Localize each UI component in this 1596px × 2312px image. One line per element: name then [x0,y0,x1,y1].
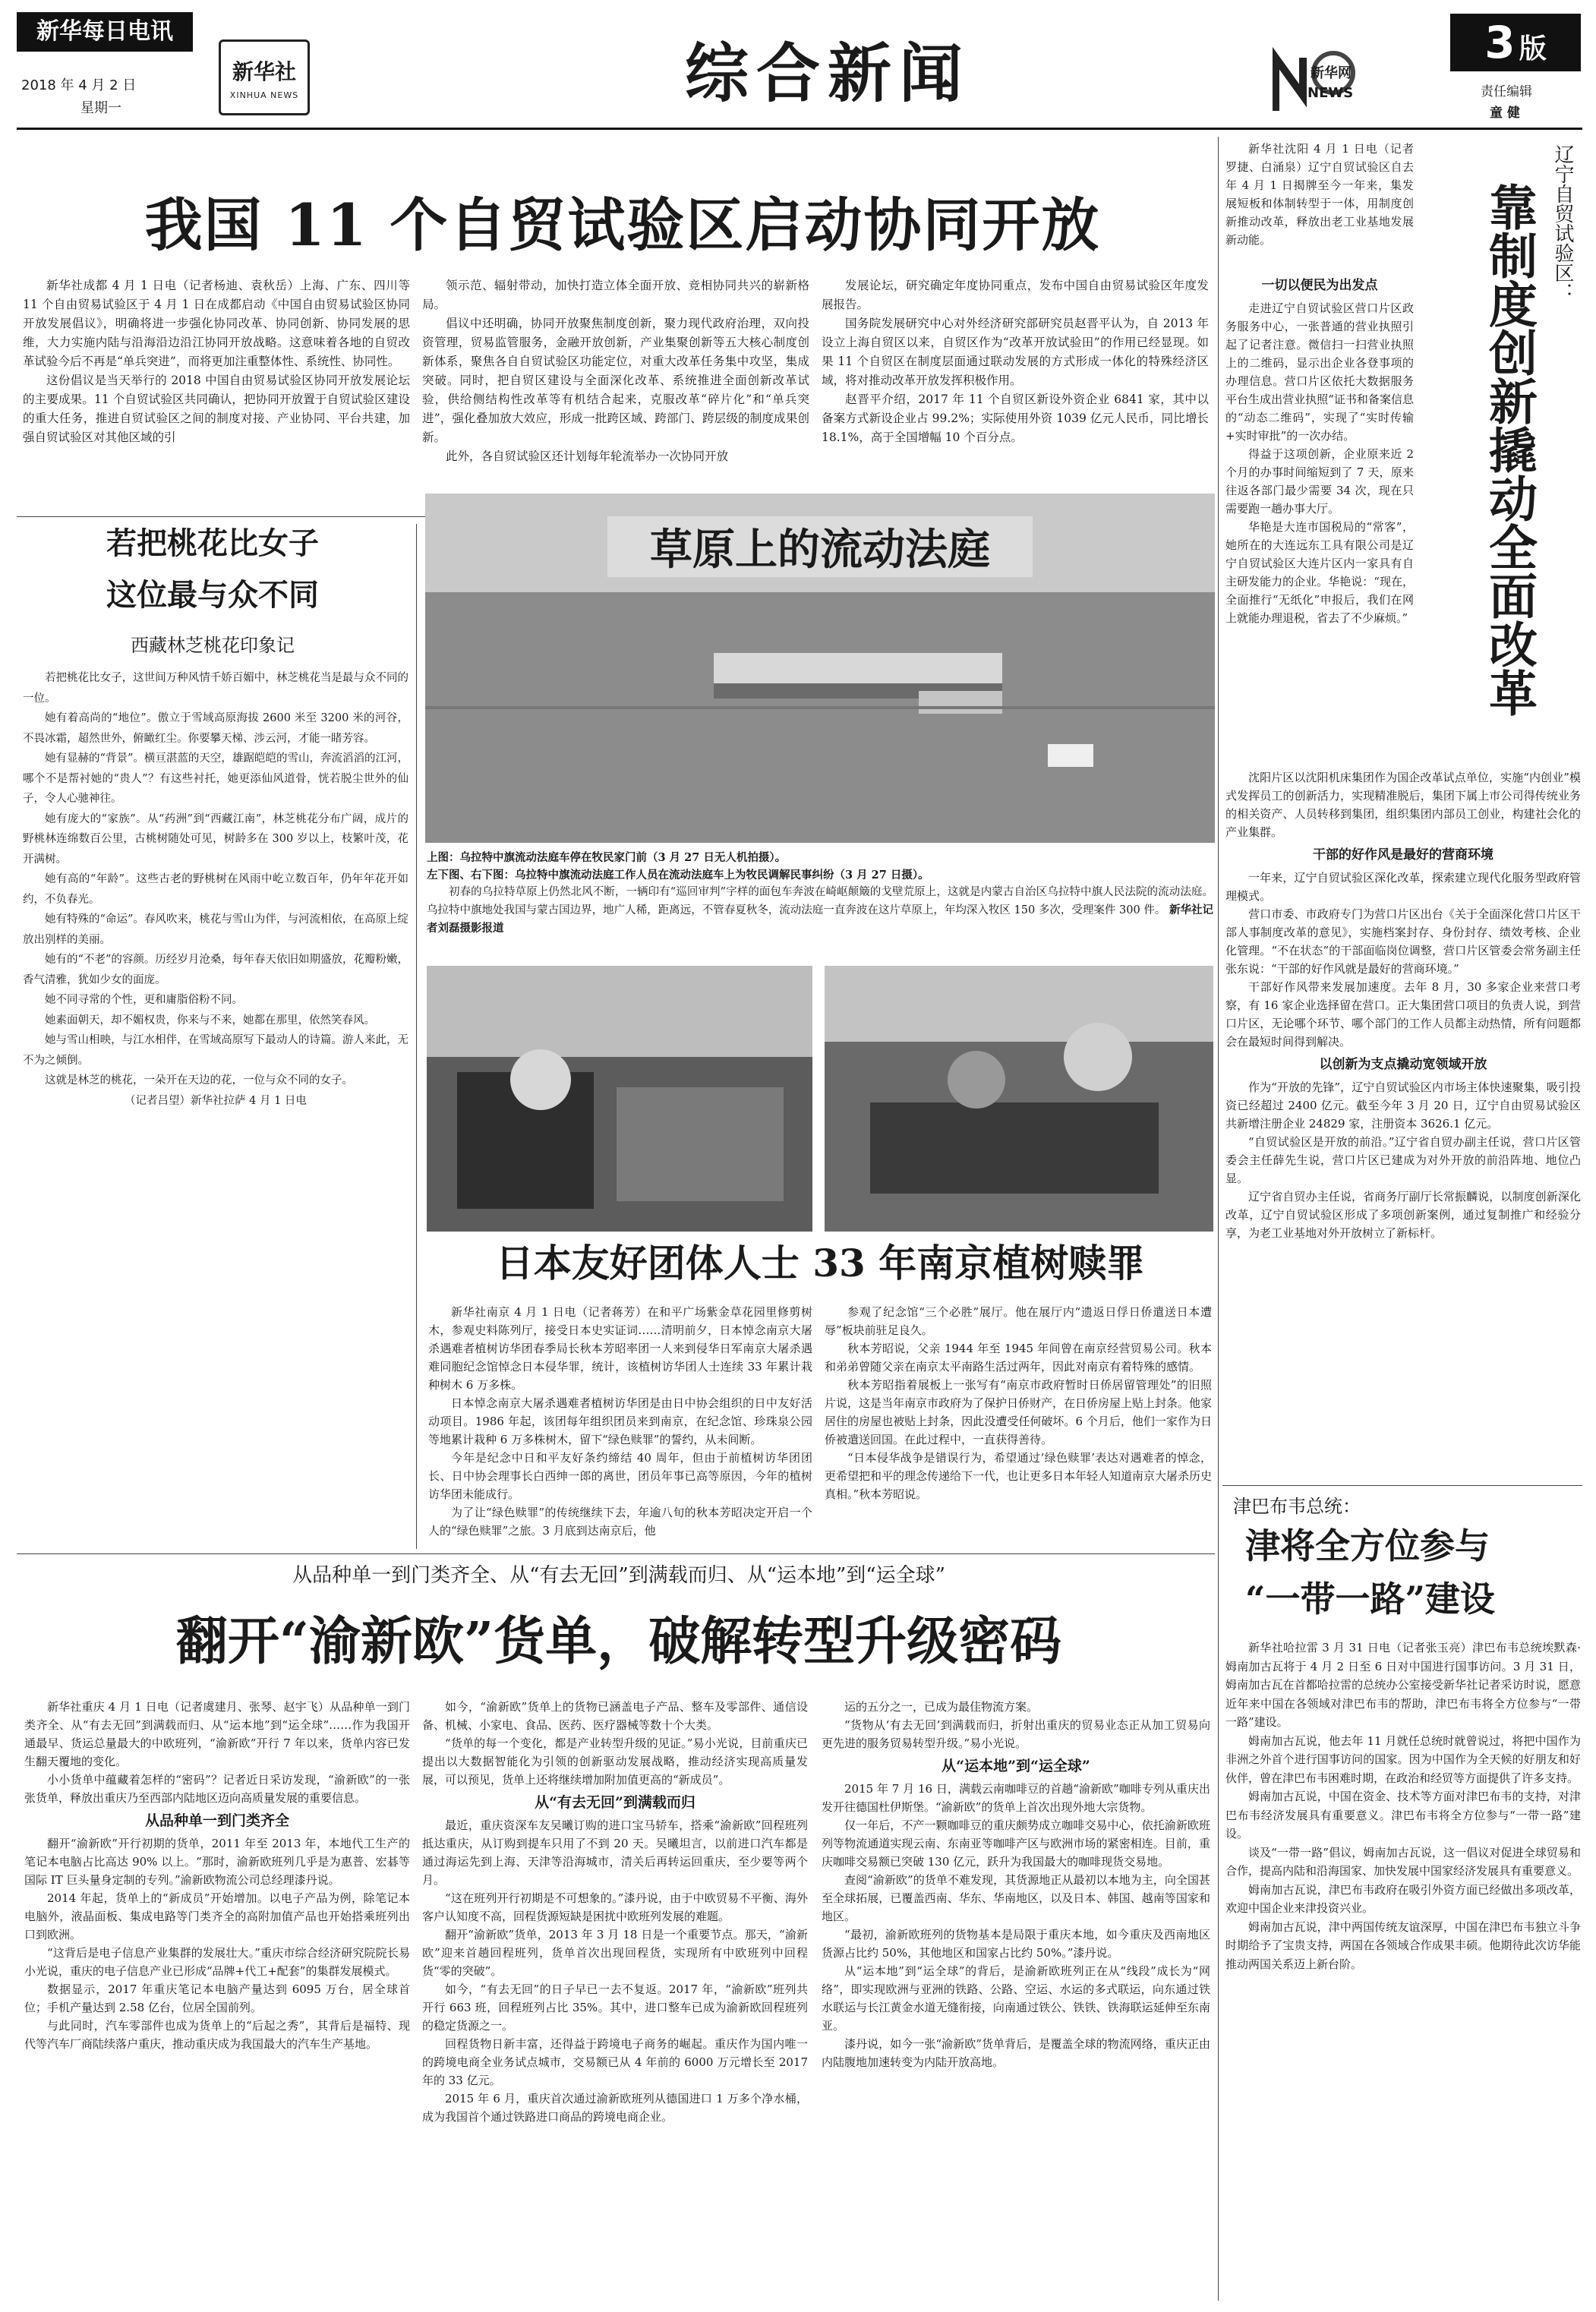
caption-bottom: 左下图、右下图：乌拉特中旗流动法庭工作人员在流动法庭车上为牧民调解民事纠纷（3 月 27 日摄）。 [427,869,929,882]
peach-para: 她有的“不老”的容颜。历经岁月沧桑，每年春天依旧如期盛放，花瓣粉嫩，香气清雅，犹如少女的面庞。 [23,954,408,986]
peach-title-2: 这位最与众不同 [106,577,319,613]
lead-col-2 [422,276,809,504]
yuxinou-kicker: 从品种单一到门类齐全、从“有去无回”到满载而归、从“运本地”到“运全球” [292,1564,945,1587]
yuxinou-para: 漆丹说，如今一张“渝新欧”货单背后，是覆盖全球的物流网络，重庆正由内陆腹地加速转变为内陆开放高地。 [822,2037,1210,2069]
liaoning-para: 营口市委、市政府专门为营口片区出台《关于全面深化营口片区干部人事制度改革的意见》，实施档案封存、身份封存、绩效考核、企业化管理。“不在状态”的干部面临岗位调整，营口片区管委会常务副主任张东说：“干部的好作风就是最好的营商环境。” [1225,907,1581,976]
liaoning-para: “自贸试验区是开放的前沿。”辽宁省自贸办副主任说，营口片区管委会主任薛先生说，营口片区已建成为对外开放的前沿阵地、地位凸显。 [1225,1135,1581,1185]
yuxinou-para: 如今，“渝新欧”货单上的货物已涵盖电子产品、整车及零部件、通信设备、机械、小家电、食品、医药、医疗器械等数十个大类。 [422,1700,808,1732]
yuxinou-col-2 [422,1698,808,2305]
peach-para: 她与雪山相映，与江水相伴，在雪域高原写下最动人的诗篇。游人来此，无不为之倾倒。 [23,1034,408,1067]
yuxinou-para: 2015 年 7 月 16 日，满载云南咖啡豆的首趟“渝新欧”咖啡专列从重庆出发开往德国杜伊斯堡。“渝新欧”的货单上首次出现外地大宗货物。 [822,1782,1210,1814]
lead-para: 这份倡议是当天举行的 2018 中国自由贸易试验区协同开放发展论坛的主要成果。11 个自贸试验区共同确认，把协同开放置于自贸试验区建设的重大任务，推进自贸试验区之间的制度对接、产业协同、平台共建，加强自贸试验区对其他区域的引 [23,374,410,444]
peach-para: 她素面朝天，却不媚权贵，你来与不来，她都在那里，依然笑春风。 [45,1014,375,1027]
peach-subtitle: 西藏林芝桃花印象记 [131,635,295,656]
page-number-box [1450,14,1581,71]
liaoning-para: 新华社沈阳 4 月 1 日电（记者罗捷、白涌泉）辽宁自贸试验区自去年 4 月 1 日揭牌至今一年来，集发展短板和体制转型于一体，用制度创新推动改革，释放出老工业基地发展新动能。 [1225,142,1414,247]
yuxinou-para: 与此同时，汽车零部件也成为货单上的“后起之秀”，其背后是福特、现代等汽车厂商陆续落户重庆，推动重庆成为我国最大的汽车生产基地。 [24,2019,410,2051]
peach-para: 她有着高尚的“地位”。傲立于雪域高原海拔 2600 米至 3200 米的河谷，不畏冰霜，超然世外，俯瞰红尘。你要攀天梯、涉云河，才能一睹芳容。 [23,712,408,745]
japan-para: 新华社南京 4 月 1 日电（记者蒋芳）在和平广场紫金草花园里修剪树木，参观史料陈列厅，接受日本史实证词……清明前夕，日本悼念南京大屠杀遇难者植树访华团春季局长秋本芳昭率团一人来到侵华日军南京大屠杀遇难同胞纪念馆悼念日本侵华罪，统计，该植树访华团人士连续 33 年累计栽种树木 6 万多株。 [428,1305,812,1392]
yuxinou-para: 2015 年 6 月，重庆首次通过渝新欧班列从德国进口 1 万多个净水桶，成为我国首个通过铁路进口商品的跨境电商企业。 [422,2092,808,2124]
grassland-photo-right [825,966,1213,1232]
peach-para: 她有显赫的“背景”。横亘湛蓝的天空，雄踞皑皑的雪山，奔流滔滔的江河，哪个不是帮衬她的“贵人”？有这些衬托，她更添仙风道骨，恍若脱尘世外的仙子，令人心驰神往。 [23,752,408,805]
liaoning-para: 沈阳片区以沈阳机床集团作为国企改革试点单位，实施“内创业”模式发挥员工的创新活力，实现精准脱后，集团下属上市公司得传统业务的相关资产、人员转移到集团，组织集团内部员工创业，构建社会化的产业集群。 [1225,771,1581,839]
yuxinou-para: 翻开“渝新欧”货单，2013 年 3 月 18 日是一个重要节点。那天，“渝新欧”迎来首趟回程班列，货单首次出现回程货，实现所有中欧班列中回程货“零的突破”。 [422,1928,808,1978]
peach-divider [416,524,417,1549]
japan-headline: 日本友好团体人士 33 年南京植树赎罪 [495,1241,1145,1285]
yuxinou-para: 仅一年后，不产一颗咖啡豆的重庆颇势成立咖啡交易中心，依托渝新欧班列等物流通道实现云南、东南亚等咖啡产区与欧洲市场的紧密相连。目前，重庆咖啡交易额已突破 130 亿元，跃升为我国最大的咖啡现货交易地。 [822,1818,1210,1869]
news-logo-cn: 新华网 [1311,65,1352,81]
japan-col-1 [428,1303,812,1546]
liaoning-para: 走进辽宁自贸试验区营口片区政务服务中心，一张普通的营业执照引起了记者注意。微信扫一扫营业执照上的二维码，显示出企业各登事项的办理信息。营口片区依托大数据服务平台生成出营业执照“证书和备案信息的“动态二维码”，实现了“实时传输+实时审批”的一次办结。 [1225,301,1414,443]
yuxinou-para: 翻开“渝新欧”开行初期的货单，2011 年至 2013 年，本地代工生产的笔记本电脑占比高达 90% 以上。“那时，渝新欧班列几乎是为惠普、宏碁等国际 IT 巨头量身定制的专列。”渝新欧物流公司总经理漆丹说。 [24,1837,410,1887]
photo-caption [427,849,1213,963]
peach-para: 若把桃花比女子，这世间万种风情千娇百媚中，林芝桃花当是最与众不同的一位。 [23,672,408,705]
yuxinou-para: 2014 年起，货单上的“新成员”开始增加。以电子产品为例，除笔记本电脑外，液晶面板、集成电路等门类齐全的高附加值产品也开始搭乘班列出口到欧洲。 [24,1891,410,1941]
liaoning-para: 华艳是大连市国税局的“常客”，她所在的大连远东工具有限公司是辽宁自贸试验区大连片区内一家具有自主研发能力的企业。华艳说：“现在，全面推行“无纸化”申报后，我们在网上就能办理退税，省去了不少麻烦。” [1225,520,1414,625]
japan-para: 日本悼念南京大屠杀遇难者植树访华团是由日中协会组织的日中友好活动项目。1986 年起，该团每年组织团员来到南京，在纪念馆、珍珠泉公园等地累计栽种 6 万多株树木，留下“绿色赎罪”的誓约，从未间断。 [428,1396,812,1446]
tianjin-kicker: 津巴布韦总统： [1233,1496,1361,1517]
xinhua-logo-cn: 新华社 [232,59,296,84]
page-number: 3 [1484,17,1516,68]
masthead-rule [17,128,1582,130]
lead-headline: 我国 11 个自贸试验区启动协同开放 [144,191,1101,259]
yuxinou-para: “这背后是电子信息产业集群的发展壮大。”重庆市综合经济研究院院长易小光说，重庆的电子信息产业已形成“品牌+代工+配套”的集群发展模式。 [24,1946,410,1978]
peach-body [23,668,408,1549]
lead-para: 倡议中还明确，协同开放聚焦制度创新，聚力现代政府治理，双向投资管理，贸易监管服务，金融开放创新，产业集聚创新等五大核心制度创新体系，聚焦各自自贸试验区功能定位，对重大改革任务集中攻坚，集成突破。同时，把自贸区建设与全面深化改革、系统推进全面创新改革试验，供给侧结构性改革等有机结合起来，克服改革“碎片化”和“单兵突进”，强化叠加放大效应，形成一批跨区域、跨部门、跨层级的制度成果创新。 [422,317,809,444]
tianjin-para: 新华社哈拉雷 3 月 31 日电（记者张玉亮）津巴布韦总统埃默森·姆南加古瓦将于 4 月 2 日至 6 日对中国进行国事访问。3 月 31 日，姆南加古瓦在首都哈拉雷的总统办公室接受新华社记者采访时说，愿意近年来中国在各领域对津巴布韦的帮助，津巴布韦将全方位参与“一带一路”建设。 [1225,1641,1581,1729]
yuxinou-para: 数据显示，2017 年重庆笔记本电脑产量达到 6095 万台，居全球首位；手机产量达到 2.58 亿台，位居全国前列。 [24,1982,410,2014]
lead-para: 赵晋平介绍，2017 年 11 个自贸区新设外资企业 6841 家，其中以备案方式新设企业占 99.2%；实际使用外资 1039 亿元人民币，同比增长 18.1%，高于全国增幅 10 个百分点。 [822,393,1209,444]
issue-weekday: 星期一 [80,100,121,116]
issue-date: 2018 年 4 月 2 日 [21,77,137,93]
liaoning-sub-1: 一切以便民为出发点 [1261,278,1378,293]
lead-col-3 [822,276,1209,504]
yuxinou-para: “这在班列开行初期是不可想象的。”漆丹说，由于中欧贸易不平衡、海外客户认知度不高，回程货源短缺是困扰中欧班列发展的难题。 [422,1891,808,1923]
yuxinou-sub-3: 从“运本地”到“运全球” [942,1758,1090,1774]
liaoning-para: 作为“开放的先锋”，辽宁自贸试验区内市场主体快速聚集，吸引投资已经超过 2400 亿元。截至今年 3 月 20 日，辽宁自由贸易试验区共新增注册企业 24829 家，注册资本 3626.1 亿元。 [1225,1080,1581,1131]
yuxinou-para: “货物从‘有去无回’到满载而归，折射出重庆的贸易业态正从加工贸易向更先进的服务贸易转型升级。”易小光说。 [822,1718,1210,1750]
tianjin-para: 姆南加古瓦说，津巴布韦政府在吸引外资方面已经做出多项改革，欢迎中国企业来津投资兴业。 [1225,1882,1581,1915]
tianjin-headline-2: “一带一路”建设 [1245,1579,1495,1620]
tianjin-headline-1: 津将全方位参与 [1245,1525,1490,1566]
lead-para: 发展论坛，研究确定年度协同重点，发布中国自由贸易试验区年度发展报告。 [822,279,1209,311]
liaoning-sub-2: 干部的好作风是最好的营商环境 [1313,847,1493,863]
photo-credit: 新华社记者刘磊摄影报道 [427,904,1213,935]
peach-para: 她有特殊的“命运”。春风吹来，桃花与雪山为伴，与河流相依，在高原上绽放出别样的美丽。 [23,913,408,946]
japan-col-2 [825,1303,1212,1546]
liaoning-intro [1225,140,1414,269]
lead-para: 此外，各自贸试验区还计划每年轮流举办一次协同开放 [446,449,729,463]
liaoning-sub-3: 以创新为支点撬动宽领域开放 [1319,1057,1487,1072]
yuxinou-sub-2: 从“有去无回”到满载而归 [535,1794,695,1811]
liaoning-headline: 靠制度创新撬动全面改革 [1481,182,1538,717]
tianjin-para: 姆南加古瓦说，他去年 11 月就任总统时就曾说过，将把中国作为非洲之外首个进行国事访问的国家。因为中国作为全天候的好朋友和好伙伴，曾在津巴布韦困难时期，在政治和经贸等方面提供了许多支持。 [1225,1733,1581,1785]
editor-label: 责任编辑 [1481,84,1532,99]
yuxinou-col-3 [822,1698,1210,2305]
liaoning-para: 干部好作风带来发展加速度。去年 8 月，30 多家企业来营口考察，有 16 家企业选择留在营口。正大集团营口项目的负责人说，到营口片区，无论哪个环节、哪个部门的工作人员都主动热情，所有问题都会在最短时间得到解决。 [1225,980,1581,1049]
liaoning-wide [1225,768,1581,1588]
peach-para: 她有庞大的“家族”。从“药洲”到“西藏江南”，林芝桃花分布广阔，成片的野桃林连绵数百公里，古桃树随处可见，树龄多在 300 岁以上，枝繁叶茂，花开满树。 [23,812,408,866]
liaoning-para: 得益于这项创新，企业原来近 2 个月的办事时间缩短到了 7 天，原来往返各部门最少需要 34 次，现在只需要跑一趟办事大厅。 [1225,447,1414,516]
yuxinou-col-1 [24,1698,410,2305]
liaoning-para: 辽宁省自贸办主任说，省商务厅副厅长常振麟说，以制度创新深化改革，辽宁自贸试验区形成了多项创新案例，通过复制推广和经验分享，为老工业基地对外开放树立了新标杆。 [1225,1190,1581,1240]
news-logo [1273,43,1362,115]
peach-para: 她不同寻常的个性，更和庸脂俗粉不同。 [45,994,243,1006]
yuxinou-para: “最初，渝新欧班列的货物基本是局限于重庆本地，如今重庆及西南地区货源占比约 50%，其他地区和国家占比约 50%。”漆丹说。 [822,1928,1210,1960]
lead-para: 国务院发展研究中心对外经济研究部研究员赵晋平认为，自 2013 年设立上海自贸区以来，自贸区作为“改革开放试验田”的作用已经显现。如果 11 个自贸区在制度层面通过联动发展的方式形成一体化的特殊经济区域，将对推动改革开放发挥积极作用。 [822,317,1209,387]
page-unit: 版 [1519,33,1547,65]
yuxinou-para: “货单的每一个变化，都是产业转型升级的见证。”易小光说，目前重庆已提出以大数据智能化为引领的创新驱动发展战略，推动经济实现高质量发展，可以预见，货单上还将继续增加附加值更高的“新成员”。 [422,1736,808,1787]
yuxinou-para: 回程货物日新丰富，还得益于跨境电子商务的崛起。重庆作为国内唯一的跨境电商全业务试点城市，交易额已从 4 年前的 6000 万元增长至 2017 年的 33 亿元。 [422,2037,808,2087]
section-title: 综合新闻 [684,36,970,111]
japan-para: “日本侵华战争是错误行为，希望通过‘绿色赎罪’表达对遇难者的悼念，更希望把和平的理念传递给下一代，也让更多日本年轻人知道南京大屠杀历史真相。”秋本芳昭说。 [825,1451,1212,1501]
japan-para: 秋本芳昭说，父亲 1944 年至 1945 年间曾在南京经营贸易公司。秋本和弟弟曾随父亲在南京太平南路生活过两年，因此对南京有着特殊的感情。 [825,1342,1212,1374]
caption-body-text: 初春的乌拉特草原上仍然北风不断，一辆印有“巡回审判”字样的面包车奔波在崎岖颠簸的戈壁荒原上，这就是内蒙古自治区乌拉特中旗人民法院的流动法庭。乌拉特中旗地处我国与蒙古国边界，地广人稀，距离远，不管春夏秋冬，流动法庭一直奔波在这片草原上，年均深入牧区 150 多次，受理案件 300 件。 [427,886,1213,916]
tianjin-para: 谈及“一带一路”倡议，姆南加古瓦说，这一倡议对促进全球贸易和合作，提高内陆和沿海国家、加快发展中国家经济发展具有重要意义。 [1225,1845,1581,1878]
yuxinou-para: 查阅“渝新欧”的货单不难发现，其货源地正从最初以本地为主，向全国甚至全球拓展，已覆盖西南、华东、华南地区，以及日本、韩国、越南等国家和地区。 [822,1873,1210,1923]
lead-col-1 [23,276,410,504]
japan-para: 为了让“绿色赎罪”的传统继续下去，年逾八旬的秋本芳昭决定开启一个人的“绿色赎罪”之旅。3 月底到达南京后，他 [428,1506,812,1538]
tianjin-para: 姆南加古瓦说，中国在资金、技术等方面对津巴布韦的支持，对津巴布韦经济发展具有重要意义。津巴布韦将全方位参与“一带一路”建设。 [1225,1790,1581,1840]
yuxinou-para: 运的五分之一，已成为最佳物流方案。 [844,1700,1039,1714]
japan-para: 秋本芳昭指着展板上一张写有“南京市政府暂时日侨居留管理处”的旧照片说，这是当年南京市政府为了保护日侨财产，在日侨房屋上贴上封条。他家居住的房屋也被贴上封条，因此没遭受任何破坏。6 个月后，他们一家作为日侨被遣送回国。在此过程中，一直获得善待。 [825,1378,1212,1446]
yuxinou-sub-1: 从品种单一到门类齐全 [144,1812,289,1829]
grassland-photo-left [427,966,812,1232]
xinhua-logo [219,39,310,115]
tianjin-para: 姆南加古瓦说，津中两国传统友谊深厚，中国在津巴布韦独立斗争时期给予了宝贵支持，两国在各领域合作成果丰硕。他期待此次访华能推动两国关系迈上新台阶。 [1225,1919,1581,1971]
peach-title-1: 若把桃花比女子 [106,525,319,561]
peach-para: 这就是林芝的桃花，一朵开在天边的花，一位与众不同的女子。 [45,1074,353,1087]
news-logo-en: NEWS [1307,85,1354,101]
right-column-divider [1218,137,1219,2301]
liaoning-para: 一年来，辽宁自贸试验区深化改革，探索建立现代化服务型政府管理模式。 [1225,871,1581,903]
lead-para: 领示范、辐射带动，加快打造立体全面开放、竞相协同共兴的崭新格局。 [422,279,809,311]
yuxinou-para: 新华社重庆 4 月 1 日电（记者虞建月、张琴、赵宇飞）从品种单一到门类齐全、从“有去无回”到满载而归、从“运本地”到“运全球”……作为我国开通最早、货运总量最大的中欧班列，“渝新欧”开行 7 年以来，货单内容已发生翻天覆地的变化。 [24,1700,410,1768]
yuxinou-para: 如今，“有去无回”的日子早已一去不复返。2017 年，“渝新欧”班列共开行 663 班，回程班列占比 35%。其中，进口整车已成为渝新欧回程班列的稳定货源之一。 [422,1982,808,2033]
japan-para: 参观了纪念馆“三个必胜”展厅。他在展厅内“遗返日俘日侨遣送日本遭辱”板块前驻足良久。 [825,1305,1212,1337]
peach-para: （记者吕望）新华社拉萨 4 月 1 日电 [125,1094,307,1107]
caption-top: 上图：乌拉特中旗流动法庭车停在牧民家门前（3 月 27 日无人机拍摄）。 [427,851,787,864]
editor-name: 童 健 [1490,106,1520,121]
peach-para: 她有高的“年龄”。这些古老的野桃树在风雨中屹立数百年，仍年年花开如约，不负春光。 [23,873,408,906]
japan-para: 今年是纪念中日和平友好条约缔结 40 周年，但由于前植树访华团团长、日中协会理事长白西绅一郎的离世，团员年事已高等原因，今年的植树访华团未能成行。 [428,1451,812,1501]
yuxinou-top-rule [17,1553,1215,1554]
xinhua-logo-en: XINHUA NEWS [229,90,299,100]
lead-para: 新华社成都 4 月 1 日电（记者杨迪、袁秋岳）上海、广东、四川等 11 个自由贸易试验区于 4 月 1 日在成都启动《中国自由贸易试验区协同开放发展倡议》，明确将进一步强化协同改革、协同创新、协同发展的思维，大力实施内陆与沿海沿边沿江协同开放战略。这意味着各地的自贸改革试验今后不再是“单兵突进”，而将更加注重整体性、系统性、协同性。 [23,279,410,368]
yuxinou-headline: 翻开“渝新欧”货单，破解转型升级密码 [175,1611,1062,1672]
liaoning-kicker: 辽宁自贸试验区： [1551,144,1574,302]
caption-body [427,884,1213,938]
yuxinou-para: 小小货单中蕴藏着怎样的“密码”？记者近日采访发现，“渝新欧”的一张张货单，释放出重庆乃至西部内陆地区迈向高质量发展的重要信息。 [24,1773,410,1805]
agency-box [17,12,193,52]
tianjin-body [1225,1639,1581,2299]
agency-name: 新华每日电讯 [36,18,173,45]
yuxinou-para: 从“运本地”到“运全球”的背后，是渝新欧班列正在从“线段”成长为“网络”，即实现欧洲与亚洲的铁路、公路、空运、水运的多式联运，向东通过铁水联运与长江黄金水道无缝衔接，向南通过铁公、铁铁、铁海联运延伸至东南亚。 [822,1964,1210,2033]
grassland-title: 草原上的流动法庭 [607,516,1033,577]
tianjin-top-rule [1222,1485,1582,1486]
yuxinou-para: 最近，重庆资深车友吴曦订购的进口宝马轿车，搭乘“渝新欧”回程班列抵达重庆，从订购到提车只用了不到 20 天。吴曦坦言，以前进口汽车都是通过海运先到上海、天津等沿海城市，清关后再转运回重庆，至少要等两个月。 [422,1818,808,1887]
